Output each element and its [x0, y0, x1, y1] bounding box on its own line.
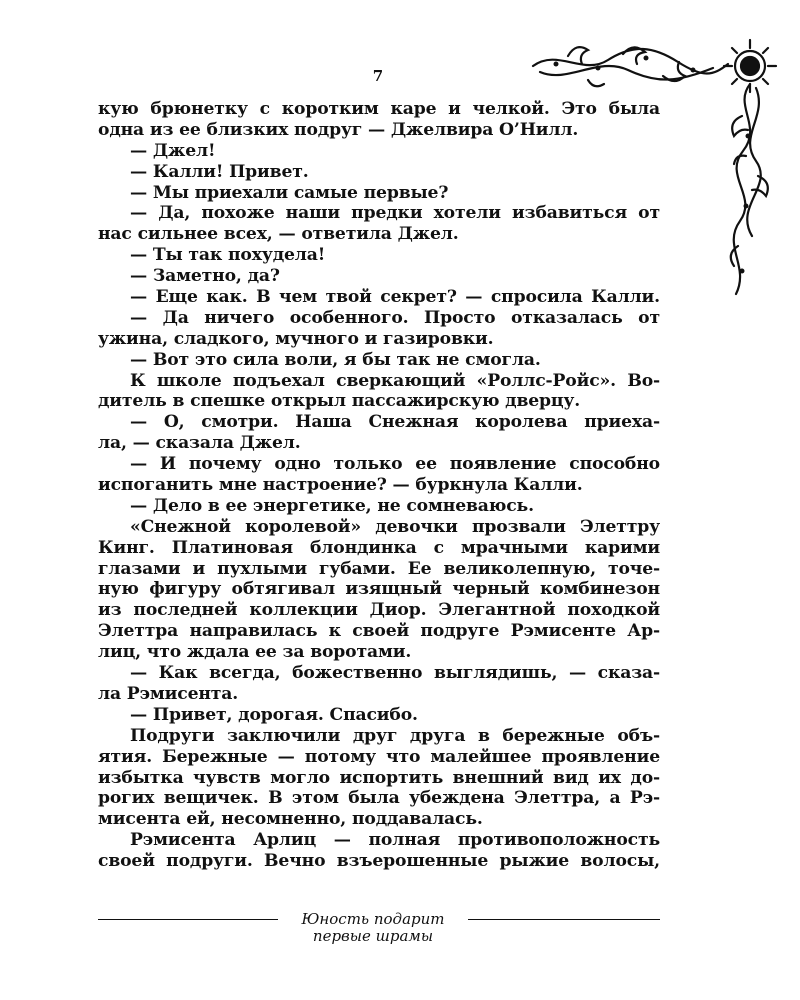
- text-line: нас сильнее всех, — ответила Джел.: [98, 224, 459, 245]
- text-line: Подруги заключили друг друга в бережные объ-: [130, 725, 660, 746]
- text-line: мисента ей, несомненно, поддавалась.: [98, 809, 483, 830]
- text-line: Рэмисента Арлиц — полная противоположность: [130, 830, 660, 851]
- footer-rule-right: [468, 919, 660, 920]
- text-line: ужина, сладкого, мучного и газировки.: [98, 328, 494, 349]
- text-line: рогих вещичек. В этом была убеждена Элеттра, а Рэ-: [98, 788, 660, 809]
- text-line: глазами и пухлыми губами. Ее великолепную, точе-: [98, 558, 660, 579]
- text-line: — И почему одно только ее появление способно: [130, 454, 660, 475]
- text-line: — Привет, дорогая. Спасибо.: [130, 704, 418, 725]
- text-line: испоганить мне настроение? — буркнула Калли.: [98, 475, 583, 496]
- text-line: своей подруги. Вечно взъерошенные рыжие волосы,: [98, 851, 660, 872]
- text-line: — Как всегда, божественно выглядишь, — сказа-: [130, 663, 660, 684]
- text-line: — Вот это сила воли, я бы так не смогла.: [130, 349, 541, 370]
- text-line: ную фигуру обтягивал изящный черный комбинезон: [98, 579, 660, 600]
- text-line: ла, — сказала Джел.: [98, 433, 301, 454]
- text-line: одна из ее близких подруг — Джелвира О’Нилл.: [98, 119, 579, 140]
- footer-rule-left: [98, 919, 278, 920]
- footer-title-line-2: первые шрамы: [312, 927, 434, 945]
- text-line: — Да ничего особенного. Просто отказалась от: [130, 307, 660, 328]
- footer-title-line-1: Юность подарит: [301, 910, 445, 928]
- text-line: «Снежной королевой» девочки прозвали Элеттру: [130, 516, 660, 537]
- text-line: лиц, что ждала ее за воротами.: [98, 642, 412, 663]
- text-line: Элеттра направилась к своей подруге Рэмисенте Ар-: [98, 621, 660, 642]
- running-footer: [98, 911, 660, 951]
- body-text: [98, 99, 660, 872]
- text-line: К школе подъехал сверкающий «Роллс-Ройс». Во-: [130, 370, 660, 391]
- text-line: ла Рэмисента.: [98, 683, 239, 704]
- text-line: — Ты так похудела!: [130, 245, 326, 266]
- text-line: Кинг. Платиновая блондинка с мрачными карими: [98, 537, 660, 558]
- text-line: — Заметно, да?: [130, 266, 280, 287]
- text-line: из последней коллекции Диор. Элегантной походкой: [98, 600, 660, 621]
- text-line: дитель в спешке открыл пассажирскую дверцу.: [98, 391, 581, 412]
- text-line: — Джел!: [130, 140, 216, 161]
- page-number: 7: [372, 67, 384, 85]
- text-line: — Калли! Привет.: [130, 161, 309, 182]
- text-line: — Еще как. В чем твой секрет? — спросила Калли.: [130, 287, 660, 308]
- text-line: ятия. Бережные — потому что малейшее проявление: [98, 746, 660, 767]
- text-line: — Мы приехали самые первые?: [130, 182, 449, 203]
- text-line: кую брюнетку с коротким каре и челкой. Это была: [98, 99, 660, 119]
- text-line: — Да, похоже наши предки хотели избавиться от: [130, 203, 660, 224]
- text-line: — О, смотри. Наша Снежная королева приеха-: [130, 412, 660, 433]
- text-line: избытка чувств могло испортить внешний вид их до-: [98, 767, 660, 788]
- text-line: — Дело в ее энергетике, не сомневаюсь.: [130, 495, 534, 516]
